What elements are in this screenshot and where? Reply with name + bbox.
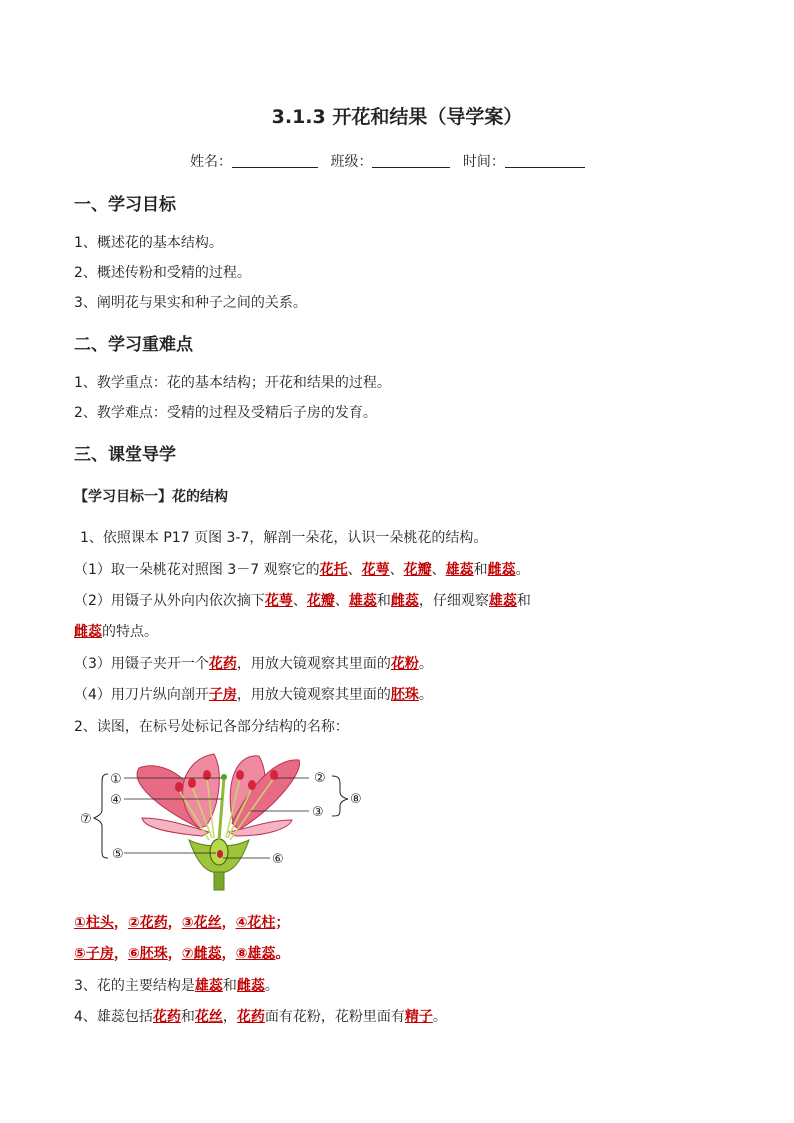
answer: 花萼 [361,562,390,578]
section-heading: 三、课堂导学 [74,445,176,465]
punctuation: 。 [275,946,290,962]
text: 、 [431,562,446,578]
text: 和 [180,1009,195,1025]
label-3: ③ [312,805,324,820]
text: 。 [418,687,433,703]
answer: ⑦雌蕊 [181,946,222,962]
punctuation: ， [113,915,128,931]
list-item: 1、教学重点：花的基本结构；开花和结果的过程。 [74,375,391,391]
style [219,778,224,840]
punctuation: ， [167,915,182,931]
answer: 雄蕊 [445,562,474,578]
text: 、 [389,562,404,578]
text: 和 [376,593,391,609]
ovule [217,850,223,858]
punctuation: ， [167,946,182,962]
question-3 [74,975,279,995]
class-blank[interactable] [372,153,450,168]
answer: ⑥胚珠 [127,946,168,962]
anther [188,778,196,788]
stigma [221,774,227,780]
label-5: ⑤ [112,847,124,862]
text: （4）用刀片纵向剖开 [74,687,209,703]
text: 。 [418,656,433,672]
punctuation: ； [275,915,290,931]
flower-diagram [74,748,374,898]
text: ，用放大镜观察其里面的 [236,656,391,672]
list-item: 2、概述传粉和受精的过程。 [74,265,251,281]
answer: 雌蕊 [236,978,265,994]
text: 的特点。 [102,624,158,640]
answer: 花粉 [390,656,419,672]
label-7: ⑦ [80,812,92,827]
stalk [214,872,224,890]
answer: 雄蕊 [194,978,223,994]
question-4 [74,1006,447,1026]
punctuation: ， [221,915,236,931]
answer: ③花丝 [181,915,222,931]
answer: 雌蕊 [74,624,102,640]
text: 、 [292,593,307,609]
text: 。 [264,978,279,994]
answer: ①柱头 [74,915,114,931]
name-blank[interactable] [232,153,318,168]
text: ，用放大镜观察其里面的 [236,687,391,703]
question-1-line-2 [74,590,531,610]
brace-left [94,774,108,858]
answer: 花萼 [264,593,293,609]
answer: 雌蕊 [390,593,419,609]
anther [236,770,244,780]
page-title: 3.1.3 开花和结果（导学案） [271,106,523,128]
punctuation: ， [113,946,128,962]
answer: 花药 [208,656,237,672]
question-1-line-4 [74,684,433,704]
text: ，仔细观察 [418,593,489,609]
question-2-intro: 2、读图，在标号处标记各部分结构的名称： [74,719,349,735]
anther [270,770,278,780]
text: 和 [516,593,531,609]
punctuation: ， [221,946,236,962]
label-1: ① [110,772,122,787]
answer: 子房 [208,687,237,703]
text: 和 [222,978,237,994]
label-8: ⑧ [350,792,362,807]
answer: 花瓣 [403,562,432,578]
list-item: 2、教学难点：受精的过程及受精后子房的发育。 [74,405,377,421]
anther [203,770,211,780]
label-2: ② [314,771,326,786]
answer: 精子 [404,1009,433,1025]
question-1-intro: 1、依照课本 P17 页图 3-7，解剖一朵花，认识一朵桃花的结构。 [80,530,488,546]
text: （2）用镊子从外向内依次摘下 [74,593,265,609]
brace-right [332,776,348,816]
anther [248,780,256,790]
answer: 花药 [152,1009,181,1025]
answer: 花瓣 [306,593,335,609]
section-heading: 二、学习重难点 [74,335,193,355]
answer: 花托 [319,562,348,578]
student-info-row [190,151,585,171]
name-label: 姓名： [190,154,232,170]
list-item: 1、概述花的基本结构。 [74,235,223,251]
text: 面有花粉，花粉里面有 [264,1009,405,1025]
question-1-line-1 [74,559,530,579]
time-label: 时间： [462,154,505,170]
answer-row-2 [74,943,289,963]
text: （3）用镊子夹开一个 [74,656,209,672]
label-6: ⑥ [272,852,284,867]
answer: 胚珠 [390,687,419,703]
list-item: 3、阐明花与果实和种子之间的关系。 [74,295,307,311]
answer: 雄蕊 [348,593,377,609]
answer: 花丝 [194,1009,223,1025]
time-blank[interactable] [505,153,585,168]
answer: 雌蕊 [487,562,516,578]
subsection-heading: 【学习目标一】花的结构 [74,489,228,505]
text: ， [222,1009,237,1025]
answer: ⑧雄蕊 [235,946,276,962]
question-1-line-3 [74,653,433,673]
text: 4、雄蕊包括 [74,1009,153,1025]
label-4: ④ [110,793,122,808]
answer: ②花药 [127,915,168,931]
answer: 雄蕊 [488,593,517,609]
text: 和 [473,562,488,578]
answer: ⑤子房 [74,946,114,962]
text: （1）取一朵桃花对照图 3－7 观察它的 [74,562,320,578]
answer-row-1 [74,912,289,932]
answer: ④花柱 [235,915,276,931]
section-heading: 一、学习目标 [74,195,176,215]
class-label: 班级： [330,154,373,170]
text: 、 [334,593,349,609]
question-1-line-2-cont [74,621,158,641]
text: 3、花的主要结构是 [74,978,195,994]
text: 。 [432,1009,447,1025]
answer: 花药 [236,1009,265,1025]
text: 、 [347,562,362,578]
anther [175,782,183,792]
text: 。 [515,562,530,578]
